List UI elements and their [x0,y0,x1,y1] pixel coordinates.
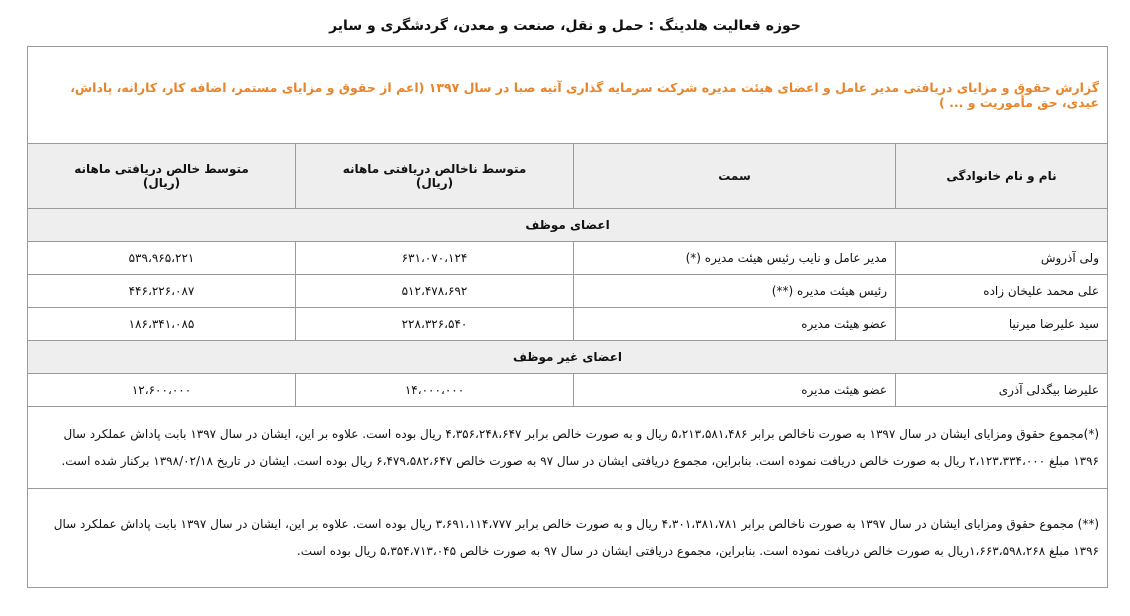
compensation-table [27,46,1108,588]
cell-gross: ۶۳۱،۰۷۰،۱۲۴ [296,242,574,275]
section-employed-label: اعضای موظف [28,209,1108,242]
cell-gross: ۲۲۸،۳۲۶،۵۴۰ [296,308,574,341]
cell-gross: ۱۴،۰۰۰،۰۰۰ [296,374,574,407]
cell-net: ۱۸۶،۳۴۱،۰۸۵ [28,308,296,341]
table-row [28,242,1108,275]
cell-name: ولی آذروش [896,242,1108,275]
cell-name: علیرضا بیگدلی آذری [896,374,1108,407]
header-gross-label: متوسط ناخالص دریافتی ماهانه [342,162,527,176]
cell-position: عضو هیئت مدیره [574,308,896,341]
cell-net: ۵۳۹،۹۶۵،۲۲۱ [28,242,296,275]
table-header-row [28,144,1108,209]
table-row [28,275,1108,308]
table-row [28,374,1108,407]
header-net-unit: (ریال) [142,176,181,190]
section-nonemployed-label: اعضای غیر موظف [28,341,1108,374]
page-title: حوزه فعالیت هلدینگ : حمل و نقل، صنعت و معدن، گردشگری و سایر [329,18,801,34]
footnote-1: (*)مجموع حقوق ومزایای ایشان در سال ۱۳۹۷ به صورت ناخالص برابر ۵،۲۱۳،۵۸۱،۴۸۶ ریال و به صورت خالص برابر ۴،۳۵۶،۲۴۸،۶۴۷ ریال بوده است. علاوه بر این، ایشان در سال ۱۳۹۷ بابت پاداش عملکرد سال ۱۳۹۶ مبلغ ۲،۱۲۳،۳۳۴،۰۰۰ ریال به صورت خالص دریافت نموده است. بنابراین، مجموع دریافتی ایشان در سال ۹۷ به صورت خالص ۶،۴۷۹،۵۸۲،۶۴۷ ریال بوده است. ایشان در تاریخ ۱۳۹۸/۰۲/۱۸ برکنار شده است. [28,407,1108,489]
cell-name: سید علیرضا میرنیا [896,308,1108,341]
cell-name: علی محمد علیخان زاده [896,275,1108,308]
header-net-label: متوسط خالص دریافتی ماهانه [74,162,249,176]
section-row-employed [28,209,1108,242]
table-row [28,308,1108,341]
header-name: نام و نام خانوادگی [896,144,1108,209]
cell-position: رئیس هیئت مدیره (**) [574,275,896,308]
cell-net: ۱۲،۶۰۰،۰۰۰ [28,374,296,407]
cell-net: ۴۴۶،۲۲۶،۰۸۷ [28,275,296,308]
report-description: گزارش حقوق و مزایای دریافتی مدیر عامل و اعضای هیئت مدیره شرکت سرمایه گذاری آتیه صبا در سال ۱۳۹۷ (اعم از حقوق و مزایای مستمر، اضافه کار، کارانه، پاداش، عیدی، حق مأموریت و ... ) [28,47,1108,144]
header-gross [296,144,574,209]
footnote-2: (**) مجموع حقوق ومزایای ایشان در سال ۱۳۹۷ به صورت ناخالص برابر ۴،۳۰۱،۳۸۱،۷۸۱ ریال و به صورت خالص برابر ۳،۶۹۱،۱۱۴،۷۷۷ ریال بوده است. علاوه بر این، ایشان در سال ۱۳۹۷ بابت پاداش عملکرد سال ۱۳۹۶ مبلغ ۱،۶۶۳،۵۹۸،۲۶۸ریال به صورت خالص دریافت نموده است. بنابراین، مجموع دریافتی ایشان در سال ۹۷ به صورت خالص ۵،۳۵۴،۷۱۳،۰۴۵ ریال بوده است. [28,489,1108,588]
cell-gross: ۵۱۲،۴۷۸،۶۹۲ [296,275,574,308]
cell-position: مدیر عامل و نایب رئیس هیئت مدیره (*) [574,242,896,275]
header-gross-unit: (ریال) [415,176,454,190]
cell-position: عضو هیئت مدیره [574,374,896,407]
section-row-nonemployed [28,341,1108,374]
header-position: سمت [574,144,896,209]
header-net [28,144,296,209]
